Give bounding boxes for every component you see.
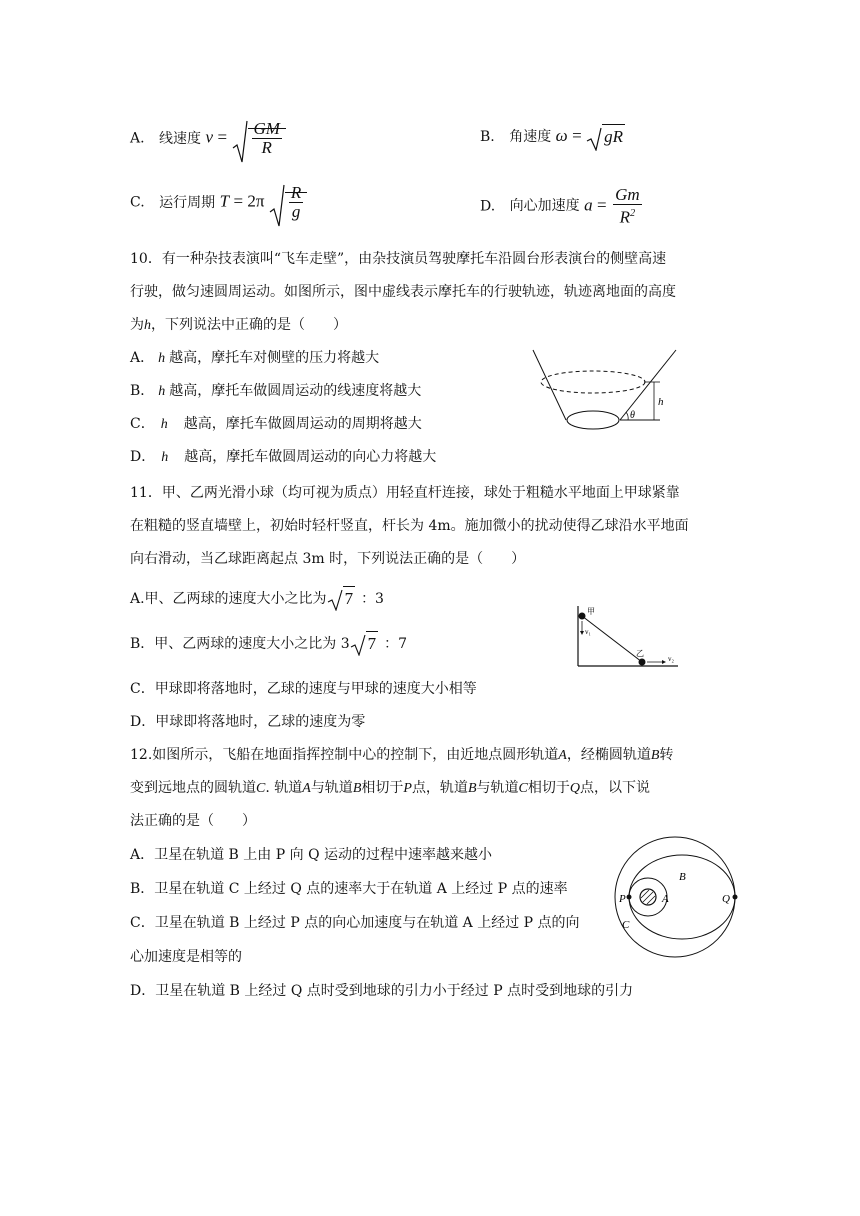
- sqrt: [327, 589, 356, 609]
- label-q: Q: [722, 893, 730, 905]
- text: 12.如图所示，飞船在地面指挥控制中心的控制下，由近地点圆形轨道: [130, 747, 559, 763]
- angle-arc: [626, 412, 628, 420]
- text: 为: [130, 317, 144, 333]
- theta-label: θ: [630, 410, 635, 421]
- option-label: B.: [480, 129, 495, 145]
- math-var: a: [584, 195, 593, 215]
- math-eq: =: [217, 127, 228, 147]
- text: 相切于: [527, 780, 570, 796]
- option-label: A．: [130, 350, 155, 366]
- math-eq: =: [572, 126, 582, 145]
- frac-num: GM: [253, 119, 280, 138]
- q11-option-b: [130, 633, 407, 654]
- var: Q: [569, 781, 580, 796]
- q11-stem: [130, 477, 730, 576]
- text: . 轨道: [265, 780, 303, 796]
- q10-stem-line2: 行驶，做匀速圆周运动。如图所示，图中虚线表示摩托车的行驶轨迹，轨迹离地面的高度: [130, 284, 676, 300]
- var: B: [352, 781, 362, 796]
- label-a: A: [662, 893, 669, 905]
- cone-track-figure: [530, 348, 680, 440]
- q10-option-d: [130, 441, 730, 474]
- var: C: [518, 781, 528, 796]
- label-p: P: [619, 893, 626, 905]
- math-eq: = 2π: [233, 191, 265, 211]
- q9-option-d: [480, 186, 644, 227]
- option-text: 向心加速度: [509, 198, 580, 215]
- track-dashed-ellipse: [541, 371, 645, 393]
- option-label: D．: [130, 449, 156, 465]
- sqrt: [586, 127, 625, 147]
- v2-label: v₂: [668, 655, 674, 663]
- q12-option-b: B．卫星在轨道 C 上经过 Q 点的速率大于在轨道 A 上经过 P 点的速率: [130, 881, 568, 897]
- frac-den: R: [261, 138, 272, 157]
- q11-stem-line1: 11．甲、乙两光滑小球（均可视为质点）用轻直杆连接，球处于粗糙水平地面上甲球紧靠: [130, 485, 680, 501]
- point-p: [627, 895, 632, 900]
- q12-stem: [130, 739, 740, 838]
- text: 与轨道: [476, 780, 519, 796]
- var: C: [256, 781, 266, 796]
- text: 相切于: [361, 780, 404, 796]
- var: A: [558, 748, 567, 763]
- option-text: 越高，摩托车做圆周运动的周期将越大: [183, 416, 422, 432]
- var-h: h: [160, 417, 168, 432]
- text: ，经椭圆轨道: [566, 747, 651, 763]
- height-label: h: [658, 396, 664, 408]
- cone-left-wall: [533, 350, 566, 420]
- option-label: C．: [130, 416, 155, 432]
- option-text: B．甲、乙两球的速度大小之比为 3: [130, 636, 350, 652]
- q10-stem-line3: [130, 309, 730, 342]
- yi-label: 乙: [636, 649, 644, 658]
- q11-option-a: [130, 588, 384, 609]
- var-h: h: [158, 351, 166, 366]
- fraction: [613, 186, 642, 227]
- frac-num: Gm: [615, 185, 640, 204]
- q12-option-a: A．卫星在轨道 B 上由 P 向 Q 运动的过程中速率越来越小: [130, 847, 492, 863]
- option-text: 越高，摩托车做圆周运动的线速度将越大: [169, 383, 422, 399]
- frac-num: R: [290, 183, 302, 202]
- orbit-figure: [610, 832, 740, 962]
- math-var: ω: [555, 126, 568, 145]
- q11-stem-line3: 向右滑动，当乙球距离起点 3m 时，下列说法正确的是（ ）: [130, 551, 526, 567]
- jia-label: 甲: [587, 607, 595, 616]
- q11-stem-line2: 在粗糙的竖直墙壁上，初始时轻杆竖直，杆长为 4m。施加微小的扰动使得乙球沿水平地面: [130, 518, 689, 534]
- math-eq: =: [597, 195, 607, 215]
- label-c: C: [622, 919, 630, 931]
- option-text: 越高，摩托车对侧壁的压力将越大: [169, 350, 380, 366]
- q12-option-c-line2: 心加速度是相等的: [130, 949, 242, 965]
- radicand: gR: [602, 124, 625, 146]
- q9-option-b: [480, 126, 625, 147]
- label-b: B: [679, 871, 686, 883]
- sqrt-frac: [232, 120, 286, 157]
- frac-sup: 2: [630, 208, 636, 219]
- q12-option-c-line1: C．卫星在轨道 B 上经过 P 点的向心加速度与在轨道 A 上经过 P 点的向: [130, 915, 580, 931]
- math-var: T: [219, 191, 230, 211]
- ball-yi: [639, 659, 646, 666]
- q9-option-a: [130, 120, 286, 157]
- option-label: D.: [480, 198, 496, 215]
- option-text: A.甲、乙两球的速度大小之比为: [130, 591, 327, 607]
- q11-option-c: C．甲球即将落地时，乙球的速度与甲球的速度大小相等: [130, 681, 477, 697]
- option-text: 线速度: [159, 130, 202, 147]
- var-h: h: [158, 384, 166, 399]
- cone-right-wall: [620, 350, 676, 420]
- option-label: B．: [130, 383, 155, 399]
- option-text: ：3: [361, 591, 384, 607]
- v2-arrowhead: [662, 660, 666, 664]
- var: P: [403, 781, 412, 796]
- math-var: v: [205, 127, 214, 147]
- v1-label: v₁: [585, 628, 591, 636]
- q10-stem-line1: 10．有一种杂技表演叫“飞车走壁”，由杂技演员驾驶摩托车沿圆台形表演台的侧壁高速: [130, 251, 667, 267]
- option-text: 运行周期: [159, 194, 216, 211]
- text: 点，以下说: [579, 780, 650, 796]
- frac-den: g: [291, 202, 301, 221]
- frac-den: R: [619, 207, 631, 227]
- text: 转: [659, 747, 674, 763]
- cone-bottom-ellipse: [567, 411, 619, 429]
- var-h: h: [144, 318, 151, 333]
- radicand: 7: [343, 586, 356, 608]
- option-text: 角速度: [509, 129, 552, 145]
- q11-option-d: D．甲球即将落地时，乙球的速度为零: [130, 714, 366, 730]
- q10-stem: [130, 243, 730, 342]
- q12-stem-line1: [130, 739, 740, 772]
- rod-line: [582, 616, 642, 662]
- rod-balls-figure: [572, 604, 682, 668]
- point-q: [733, 895, 738, 900]
- var: A: [302, 781, 311, 796]
- text: 点，轨道: [411, 780, 468, 796]
- q12-option-d: D．卫星在轨道 B 上经过 Q 点时受到地球的引力小于经过 P 点时受到地球的引力: [130, 983, 634, 999]
- q12-stem-line3: 法正确的是（ ）: [130, 813, 256, 829]
- text: 变到远地点的圆轨道: [130, 780, 256, 796]
- var-h: h: [161, 450, 169, 465]
- sqrt-frac: [269, 184, 307, 221]
- q9-option-c: [130, 184, 307, 221]
- var: B: [467, 781, 477, 796]
- text: 与轨道: [310, 780, 353, 796]
- var: B: [650, 748, 660, 763]
- text: ，下列说法中正确的是（ ）: [151, 317, 347, 333]
- v1-arrowhead: [580, 631, 584, 635]
- option-text: 越高，摩托车做圆周运动的向心力将越大: [184, 449, 437, 465]
- option-text: ：7: [384, 636, 408, 652]
- sqrt: [350, 634, 379, 654]
- option-label: C.: [130, 194, 145, 211]
- radicand: 7: [366, 631, 379, 653]
- option-label: A.: [130, 130, 145, 147]
- ball-jia: [579, 613, 586, 620]
- q12-stem-line2: [130, 772, 740, 805]
